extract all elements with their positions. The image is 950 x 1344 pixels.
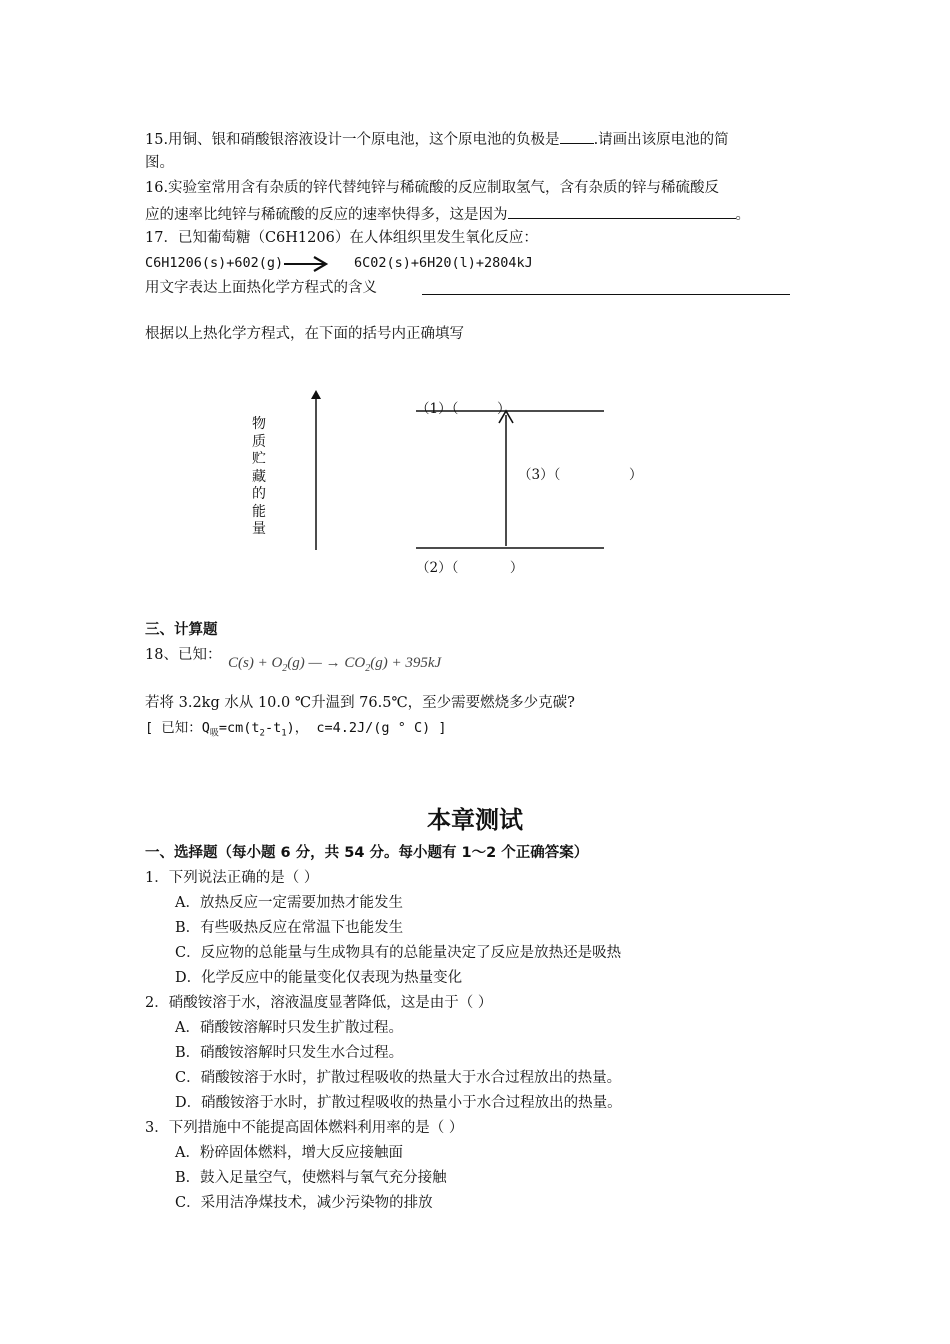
question-option[interactable]: D．硝酸铵溶于水时，扩散过程吸收的热量小于水合过程放出的热量。 <box>175 1095 622 1111</box>
q15-line1 <box>145 128 729 150</box>
q17-line1: 17．已知葡萄糖（C6H1206）在人体组织里发生氧化反应： <box>145 230 538 246</box>
hint-part: )， c=4.2J/(g ° C) ] <box>286 720 447 736</box>
hint-sub: 2 <box>259 728 265 739</box>
q16-line2 <box>145 203 750 225</box>
y-axis-char: 质 <box>252 433 266 450</box>
q15-text-pre: 15.用铜、银和硝酸银溶液设计一个原电池，这个原电池的负极是 <box>145 132 560 148</box>
q17-meaning-prompt: 用文字表达上面热化学方程式的含义 <box>145 280 377 296</box>
q17-line4: 根据以上热化学方程式，在下面的括号内正确填写 <box>145 326 464 342</box>
q15-line2: 图。 <box>145 155 174 171</box>
q18-label: 18、已知： <box>145 647 222 663</box>
formula-part: (g) + 395kJ <box>370 655 442 671</box>
q15-text-post: .请画出该原电池的简 <box>593 132 729 148</box>
question-option[interactable]: C．采用洁净煤技术，减少污染物的排放 <box>175 1195 433 1211</box>
hint-sub: 吸 <box>209 728 219 739</box>
question-option[interactable]: C．硝酸铵溶于水时，扩散过程吸收的热量大于水合过程放出的热量。 <box>175 1070 622 1086</box>
question-option[interactable]: B．有些吸热反应在常温下也能发生 <box>175 920 404 936</box>
y-axis-char: 物 <box>252 416 266 432</box>
q16-text-post: 。 <box>735 207 750 223</box>
q18-text: 若将 3.2kg 水从 10.0 ℃升温到 76.5℃，至少需要燃烧多少克碳? <box>145 695 575 711</box>
q16-text-pre: 应的速率比纯锌与稀硫酸的反应的速率快得多，这是因为 <box>145 207 508 223</box>
y-axis-char: 能 <box>252 503 266 520</box>
question-option[interactable]: A．硝酸铵溶解时只发生扩散过程。 <box>175 1020 403 1036</box>
q16-answer-blank[interactable] <box>508 203 736 219</box>
question-option[interactable]: A．粉碎固体燃料，增大反应接触面 <box>175 1145 403 1161</box>
question-option[interactable]: D．化学反应中的能量变化仅表现为热量变化 <box>175 970 463 986</box>
q16-line1: 16.实验室常用含有杂质的锌代替纯锌与稀硫酸的反应制取氢气，含有杂质的锌与稀硫酸反 <box>145 180 720 196</box>
test-title: 本章测试 <box>427 806 523 834</box>
y-axis-char: 量 <box>252 521 266 537</box>
hint-sub: 1 <box>281 728 287 739</box>
question-option[interactable]: A．放热反应一定需要加热才能发生 <box>175 895 403 911</box>
hint-part: -t <box>264 720 282 736</box>
formula-sub: 2 <box>282 663 288 674</box>
energy-change-arrow <box>499 411 513 546</box>
energy-axis-arrow <box>311 390 321 550</box>
q17-answer-blank[interactable] <box>422 279 790 295</box>
formula-sub: 2 <box>365 663 371 674</box>
question-option[interactable]: B．鼓入足量空气，使燃料与氧气充分接触 <box>175 1170 447 1186</box>
question-stem: 2．硝酸铵溶于水，溶液温度显著降低，这是由于（ ） <box>145 995 493 1011</box>
y-axis-char: 的 <box>252 486 266 502</box>
q17-line3 <box>145 278 377 298</box>
diagram-label-1: （1）（ ） <box>416 401 511 417</box>
q17-equation-left: C6H1206(s)+602(g) <box>145 255 284 271</box>
question-option[interactable]: B．硝酸铵溶解时只发生水合过程。 <box>175 1045 404 1061</box>
y-axis-label <box>250 416 268 539</box>
question-option[interactable]: C．反应物的总能量与生成物具有的总能量决定了反应是放热还是吸热 <box>175 945 622 961</box>
hint-part: =cm(t <box>218 720 260 736</box>
question-stem: 1．下列说法正确的是（ ） <box>145 870 319 886</box>
hint-part: [ 已知：Q <box>145 720 210 736</box>
q17-equation-right: 6C02(s)+6H20(l)+2804kJ <box>354 255 533 271</box>
question-stem: 3．下列措施中不能提高固体燃料利用率的是（ ） <box>145 1120 464 1136</box>
q15-answer-blank[interactable] <box>560 128 594 144</box>
section3-heading: 三、计算题 <box>145 622 218 638</box>
diagram-label-2: （2）（ ） <box>416 560 524 576</box>
diagram-label-3: （3）（ ） <box>518 467 643 483</box>
y-axis-char: 藏 <box>252 468 266 485</box>
y-axis-char: 贮 <box>252 451 266 467</box>
q18-hint <box>145 718 446 744</box>
formula-part: C(s) + O <box>228 655 283 671</box>
test-section1-heading: 一、选择题（每小题 6 分，共 54 分。每小题有 1～2 个正确答案） <box>145 845 589 861</box>
reaction-arrow-icon <box>284 255 330 273</box>
q18-formula <box>228 655 441 674</box>
formula-part: (g) — → CO <box>287 655 366 671</box>
